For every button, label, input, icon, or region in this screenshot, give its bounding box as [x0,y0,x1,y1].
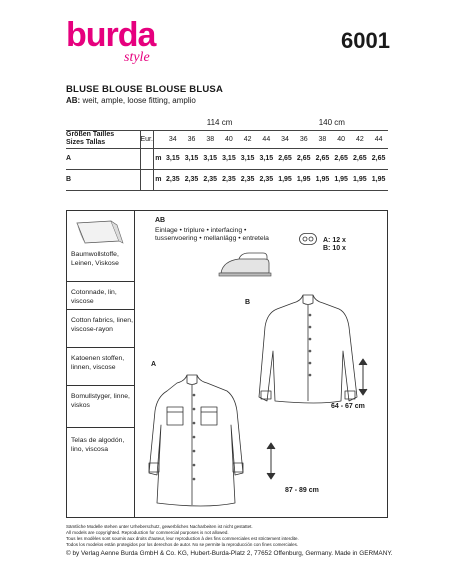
pattern-title: BLUSE BLOUSE BLOUSE BLUSA [66,84,224,95]
table-cell: 3,15 [238,148,257,169]
pattern-number: 6001 [341,28,390,53]
footer-line-de: Sämtliche Modelle stehen unter Urheberschutz, gewerbliches Nacharbeiten ist nicht gestattet. [66,524,253,529]
technical-drawings [135,211,389,517]
size-label-line-1: Größen Tailles [66,131,115,138]
table-cell: 2,65 [313,148,332,169]
buttons-view-a: A: 12 x [323,237,346,244]
row-label: B [66,169,140,190]
table-cell: 3,15 [163,148,182,169]
fabric-width-140: 140 cm [276,116,388,130]
copyright-footer [66,524,406,558]
size-label [66,130,140,148]
fabric-fr: Cotonnade, lin, viscose [71,289,117,305]
size-140-42: 42 [355,135,364,143]
size-140-34: 34 [281,135,289,143]
length-arrows [267,359,367,479]
row-label: A [66,148,140,169]
size-114-38: 38 [206,135,215,143]
table-cell: 2,35 [201,169,220,190]
table-cell: 2,65 [332,148,351,169]
footer-line-en: All models are copyrighted. Reproduction for commercial purposes is not allowed. [66,530,229,535]
interfacing-text: Einlage • triplure • interfacing • tussenvoering • mellanlägg • entretela [155,227,269,243]
table-cell: 3,15 [257,148,276,169]
materials-box [66,210,388,518]
subtitle-fit: weit, ample, loose fitting, amplio [80,96,196,105]
size-140-44: 44 [374,135,383,143]
logo-subtitle: style [124,50,150,65]
eur-label: Eur. [140,130,153,148]
table-cell: 2,65 [350,148,369,169]
row-unit: m [153,169,163,190]
fabric-swatch-icon [71,217,129,251]
burda-style-logo [66,16,186,70]
table-cell: 2,35 [238,169,257,190]
fabric-es: Telas de algodón, lino, viscosa [71,437,125,453]
blouse-b-drawing [259,295,357,403]
blouse-a-drawing [149,375,243,506]
fabric-requirement-table [66,116,388,191]
table-cell: 2,65 [276,148,295,169]
table-cell: 2,35 [257,169,276,190]
fabric-de: Baumwollstoffe, Leinen, Viskose [71,251,119,267]
view-b-label: B [245,299,251,306]
size-114-42: 42 [243,135,252,143]
fabric-column [67,211,135,517]
size-140-38: 38 [318,135,327,143]
table-cell: 3,15 [201,148,220,169]
buttons-view-b: B: 10 x [323,245,346,252]
row-unit: m [153,148,163,169]
table-cell: 1,95 [294,169,313,190]
table-cell: 1,95 [369,169,388,190]
size-114-36: 36 [187,135,196,143]
footer-line-es: Todos los modelos están protegidos por los derechos de autor. No se permite la reproducción con fines comerciales. [66,542,299,547]
view-a-label: A [151,361,157,368]
size-114-34: 34 [168,135,177,143]
size-140-40: 40 [337,135,346,143]
size-label-line-2: Sizes Tallas [66,139,106,146]
fabric-sv: Bomullstyger, linne, viskos [71,393,130,409]
size-114-44: 44 [262,135,271,143]
footer-line-fr: Tous les modèles sont soumis aux droits d'auteur, leur reproduction à des fins commerciales est strictement interdite. [66,536,299,541]
length-view-b: 64 - 67 cm [331,403,365,410]
table-cell: 1,95 [276,169,295,190]
size-114-40: 40 [225,135,233,143]
table-cell: 2,65 [294,148,313,169]
table-cell: 3,15 [220,148,239,169]
table-cell: 2,65 [369,148,388,169]
pattern-subtitle [66,96,196,105]
table-cell: 1,95 [332,169,351,190]
table-cell: 2,35 [182,169,201,190]
length-view-a: 87 - 89 cm [285,487,319,494]
logo-wordmark: burda [66,16,156,54]
size-140-36: 36 [299,135,308,143]
table-row-view-a [66,148,388,169]
subtitle-views: AB: [66,96,81,105]
fabric-en: Cotton fabrics, linen, viscose-rayon [71,317,133,333]
table-cell: 1,95 [350,169,369,190]
table-row-view-b [66,169,388,190]
table-cell: 1,95 [313,169,332,190]
fabric-nl: Katoenen stoffen, linnen, viscose [71,355,125,371]
table-cell: 3,15 [182,148,201,169]
footer-copyright: © by Verlag Aenne Burda GmbH & Co. KG, Hubert-Burda-Platz 2, 77652 Offenburg, Germany. Made in GERMANY. [66,550,393,557]
table-cell: 2,35 [220,169,239,190]
fabric-width-114: 114 cm [163,116,275,130]
notions-views: AB [155,217,166,224]
table-cell: 2,35 [163,169,182,190]
